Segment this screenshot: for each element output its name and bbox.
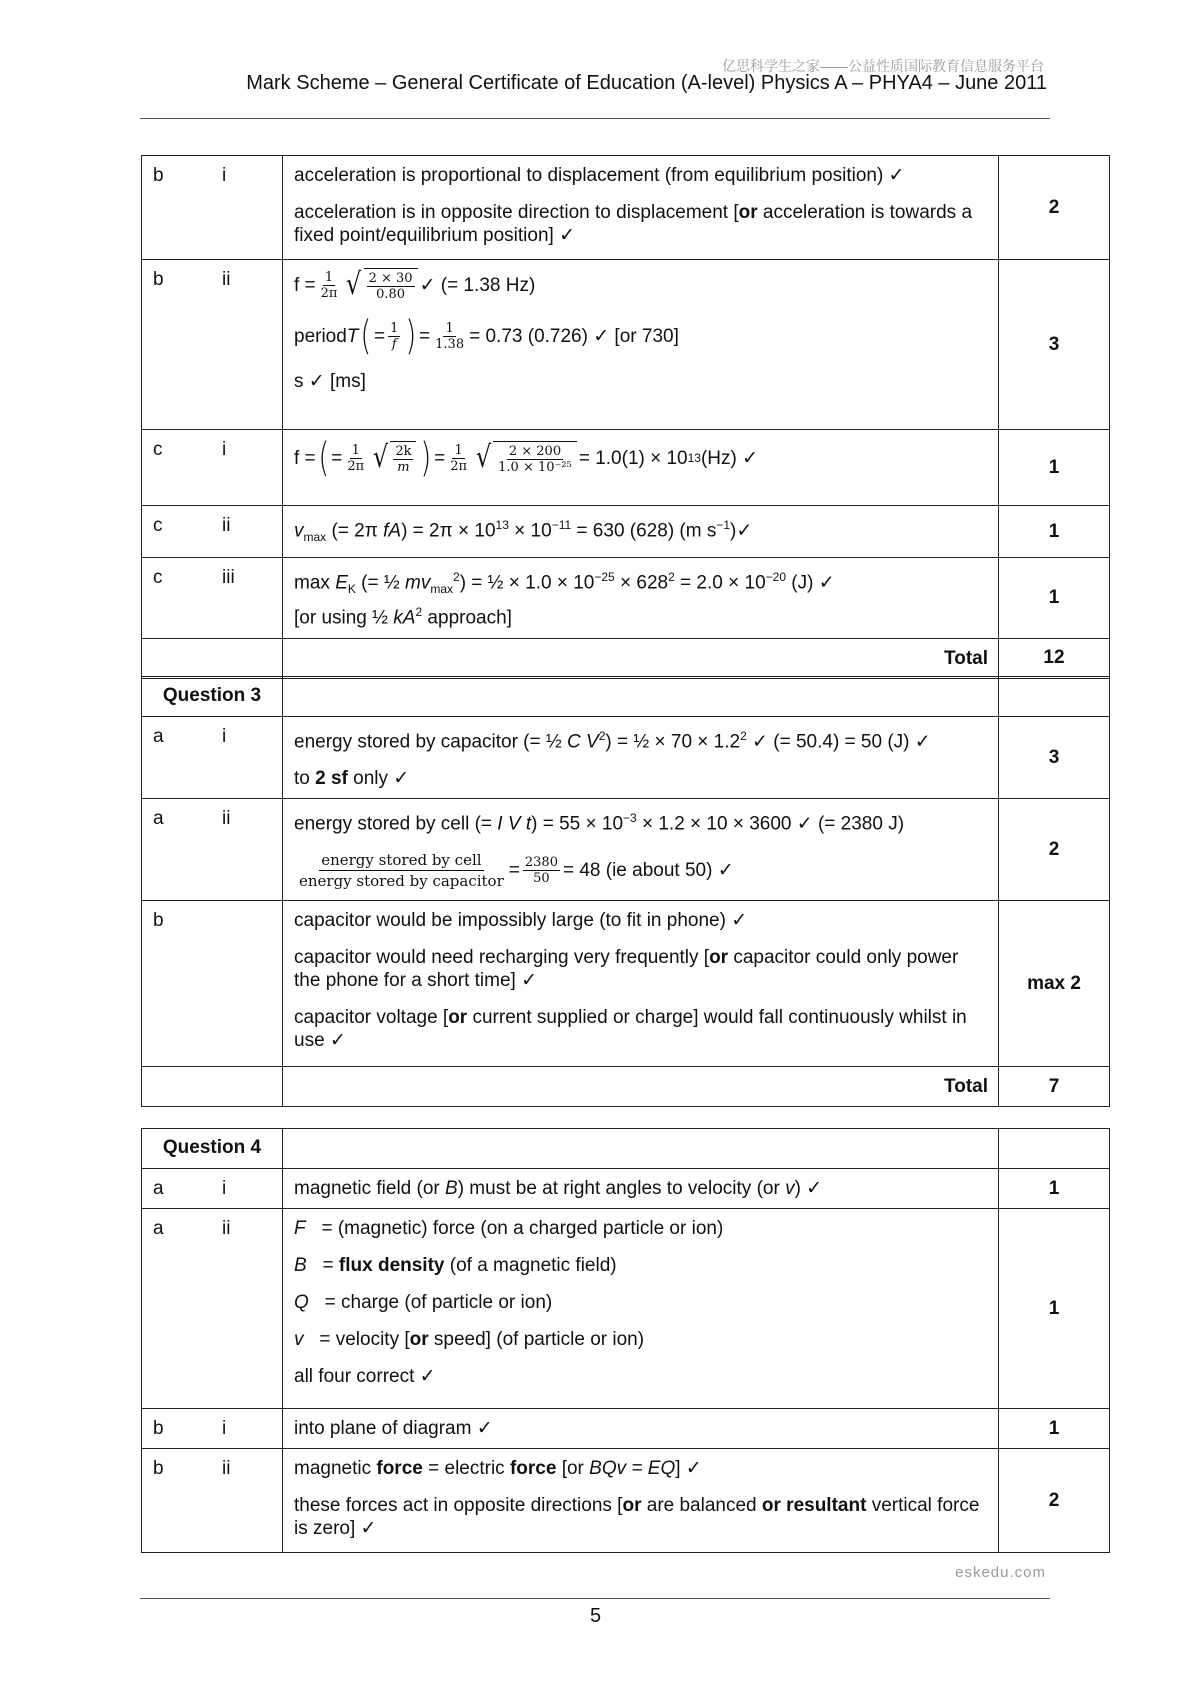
- answer-line: energy stored by cell (= I V $t) = 55 \times 10^{-3} \times 1.2 \times 10 \times 3600$ ✓ (= 2380 J): [294, 811, 905, 835]
- part-label-cell: [142, 901, 283, 1067]
- part-letter: b: [153, 1418, 164, 1439]
- subpart-numeral: iii: [222, 567, 235, 589]
- answer-line: [or using ½ $kA^2$ approach]: [294, 605, 512, 629]
- subpart-numeral: i: [222, 1178, 227, 1199]
- answer-line: F = (magnetic) force (on a charged particle or ion): [294, 1218, 724, 1239]
- part-letter: c: [153, 515, 163, 536]
- table-row: [142, 1169, 1110, 1209]
- total-mark: 12: [999, 638, 1110, 678]
- total-row: [142, 1067, 1110, 1107]
- subpart-numeral: i: [222, 165, 227, 186]
- part-letter: b: [153, 1458, 164, 1479]
- question-4-table: [141, 1128, 1110, 1553]
- mark-cell: 2: [999, 799, 1110, 901]
- ratio-equation: $\frac{\text{energy stored by cell}}{\text{energy stored by capacitor}}$ = $\frac{2380}{50}$ = 48 (ie about 50) ✓: [299, 850, 734, 890]
- subpart-numeral: ii: [222, 269, 231, 290]
- answer-cell: [283, 430, 999, 506]
- table-row: [142, 430, 1110, 506]
- part-letter: c: [153, 567, 163, 589]
- mark-cell: 1: [999, 430, 1110, 506]
- part-label-cell: [142, 558, 283, 638]
- part-label-cell: [142, 1169, 283, 1209]
- answer-cell: [283, 799, 999, 901]
- part-label-cell: [142, 506, 283, 558]
- part-letter: a: [153, 808, 164, 830]
- header-watermark: 亿思科学生之家——公益性质国际教育信息服务平台: [722, 58, 1044, 74]
- part-letter: b: [153, 910, 164, 932]
- subpart-numeral: i: [222, 439, 227, 460]
- page-number: 5: [589, 1605, 602, 1627]
- part-label-cell: [142, 799, 283, 901]
- part-letter: b: [153, 269, 164, 290]
- total-label: Total: [283, 638, 999, 678]
- mark-cell: 2: [999, 156, 1110, 260]
- mark-cell: 1: [999, 558, 1110, 638]
- answer-cell: [283, 1209, 999, 1409]
- answer-line: all four correct ✓: [294, 1366, 436, 1387]
- total-label: Total: [283, 1067, 999, 1107]
- question-heading-row: [142, 677, 1110, 717]
- answer-line: magnetic force = electric force [or BQv = EQ] ✓: [294, 1458, 702, 1479]
- part-letter: c: [153, 439, 163, 460]
- answer-line: energy stored by capacitor (= ½ C $V^2$) = ½ × $70 \times 1.2^2$ ✓ (= 50.4) = 50 (J) ✓: [294, 729, 931, 753]
- header-title: Mark Scheme – General Certificate of Education (A-level) Physics A – PHYA4 – June 2011: [246, 72, 1047, 94]
- answer-cell: [283, 156, 999, 260]
- question-heading: Question 3: [142, 677, 283, 717]
- answer-line: these forces act in opposite directions [or are balanced or resultant vertical force is zero] ✓: [294, 1495, 980, 1539]
- subpart-numeral: ii: [222, 1218, 231, 1239]
- answer-line: to 2 sf only ✓: [294, 768, 410, 790]
- table-row: [142, 799, 1110, 901]
- answer-line: B = flux density (of a magnetic field): [294, 1255, 617, 1276]
- subpart-numeral: i: [222, 1418, 227, 1439]
- total-mark: 7: [999, 1067, 1110, 1107]
- mark-cell: 3: [999, 717, 1110, 799]
- table-row: [142, 260, 1110, 430]
- mark-cell: 1: [999, 1209, 1110, 1409]
- total-row: [142, 638, 1110, 678]
- table-row: [142, 717, 1110, 799]
- answer-cell: $v_{max}$ (= 2π $fA) = 2\pi \times 10^{13} \times 10^{-11} = 630$ (628) (m $s^{-1})✓$: [283, 506, 999, 558]
- table-row: [142, 1449, 1110, 1553]
- part-letter: b: [153, 165, 164, 186]
- frequency-equation: f = $\frac{1}{2\pi}$ √ $\frac{2 \times 30}{0.80}$ ✓ (= 1.38 Hz): [294, 267, 536, 302]
- question-heading: Question 4: [142, 1129, 283, 1169]
- answer-cell: [283, 558, 999, 638]
- answer-cell: magnetic field (or B) must be at right angles to velocity (or v) ✓: [283, 1169, 999, 1209]
- answer-cell: [283, 260, 999, 430]
- mark-cell: 1: [999, 1169, 1110, 1209]
- frequency-equation: f = ( = $\frac{1}{2\pi}$ √ $\frac{2k}{m}$ ) = $\frac{1}{2\pi}$ √ $\frac{2 \times 200}{\text{1.0 × 10⁻²⁵}}$ = 1.0(1) × 10 13 (Hz) ✓: [294, 435, 759, 481]
- answer-cell: [283, 901, 999, 1067]
- part-label-cell: [142, 1209, 283, 1409]
- part-letter: a: [153, 1178, 164, 1199]
- part-label-cell: [142, 1449, 283, 1553]
- part-label-cell: [142, 717, 283, 799]
- table-row: [142, 1209, 1110, 1409]
- period-equation: period T ( = $\frac{1}{f}$ ) = $\frac{1}{1.38}$ = 0.73 (0.726) ✓ [or 730]: [294, 313, 679, 359]
- mark-cell: max 2: [999, 901, 1110, 1067]
- table-row: [142, 558, 1110, 638]
- part-label-cell: [142, 430, 283, 506]
- question-3-table: [141, 676, 1110, 1107]
- answer-line: capacitor would be impossibly large (to fit in phone) ✓: [294, 910, 748, 932]
- part-letter: a: [153, 726, 164, 747]
- answer-cell: [283, 717, 999, 799]
- table-row: [142, 901, 1110, 1067]
- part-label-cell: [142, 1409, 283, 1449]
- part-label-cell: [142, 260, 283, 430]
- answer-line: $\max E_K$ (= ½ $mv_{max}^2$) = ½ × $1.0 \times 10^{-25} \times 628^2 = 2.0 \times 10^{-20}$ (J) ✓: [294, 570, 835, 597]
- answer-line: capacitor would need recharging very frequently [or capacitor could only power the phone for a short time] ✓: [294, 947, 959, 992]
- question-2-table: [141, 155, 1110, 679]
- mark-cell: 3: [999, 260, 1110, 430]
- answer-line: v = velocity [or speed] (of particle or ion): [294, 1329, 645, 1350]
- part-label-cell: [142, 156, 283, 260]
- answer-line: acceleration is proportional to displacement (from equilibrium position) ✓: [294, 165, 905, 186]
- question-heading-row: [142, 1129, 1110, 1169]
- answer-cell: [283, 1449, 999, 1553]
- subpart-numeral: ii: [222, 515, 231, 536]
- answer-cell: into plane of diagram ✓: [283, 1409, 999, 1449]
- table-row: [142, 506, 1110, 558]
- answer-line: capacitor voltage [or current supplied or charge] would fall continuously whilst in use ✓: [294, 1007, 967, 1052]
- mark-cell: 2: [999, 1449, 1110, 1553]
- mark-cell: 1: [999, 506, 1110, 558]
- answer-line: s ✓ [ms]: [294, 371, 366, 392]
- footer-watermark: eskedu.com: [955, 1564, 1046, 1581]
- header-rule: [140, 118, 1050, 119]
- subpart-numeral: i: [222, 726, 227, 747]
- answer-line: acceleration is in opposite direction to displacement [or acceleration is towards a fixed point/equilibrium position] ✓: [294, 202, 973, 246]
- mark-cell: 1: [999, 1409, 1110, 1449]
- part-letter: a: [153, 1218, 164, 1239]
- footer-rule: [140, 1598, 1050, 1599]
- table-row: [142, 156, 1110, 260]
- subpart-numeral: ii: [222, 808, 231, 830]
- answer-line: Q = charge (of particle or ion): [294, 1292, 553, 1313]
- table-row: [142, 1409, 1110, 1449]
- subpart-numeral: ii: [222, 1458, 231, 1479]
